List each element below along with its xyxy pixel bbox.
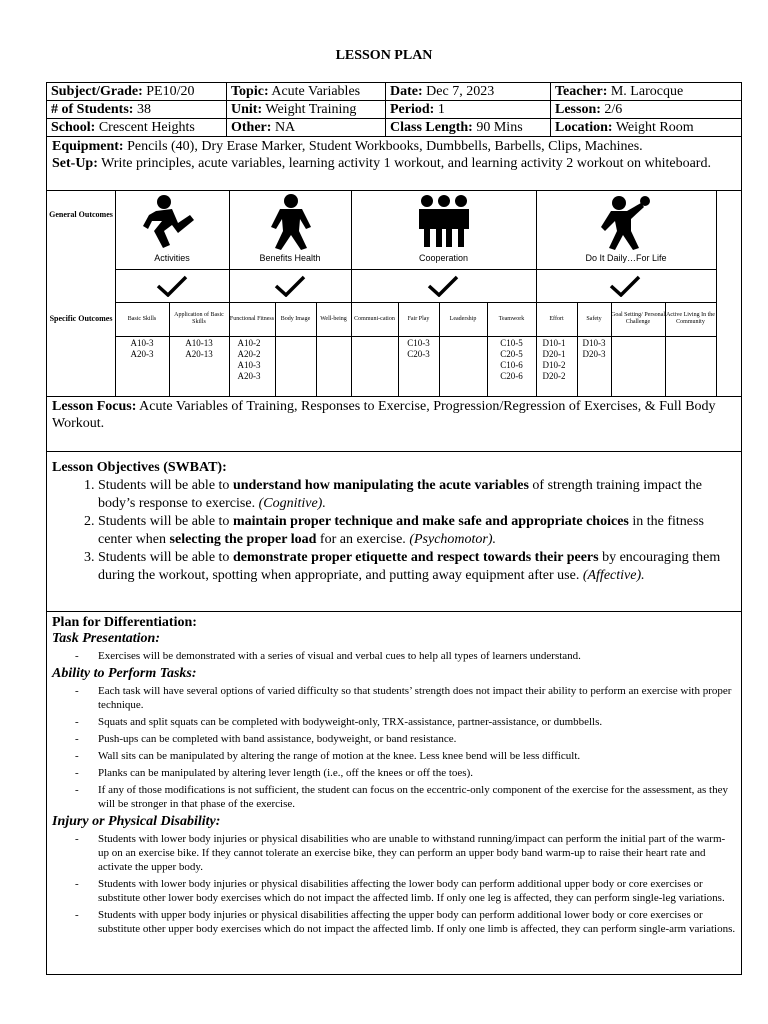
checkmark-icon (609, 275, 641, 297)
sub-header: Basic Skills (127, 315, 157, 322)
list-item: - Exercises will be demonstrated with a series of visual and verbal cues to help all types of learners understand. (75, 650, 581, 662)
general-outcomes-label: General Outcomes (49, 210, 113, 219)
outcome-codes: A10-3 A20-3 (130, 338, 154, 359)
lesson-focus-section (46, 397, 742, 452)
objective-text: Students will be able to (98, 514, 233, 529)
list-item-text: If any of those modifications is not sufficient, the student can focus on the eccentric-only component of the exercise for the assessment, as they will be stronger in that phase of the exercise. (98, 784, 728, 810)
outcomes-grid (46, 191, 742, 397)
grid-line (351, 191, 352, 397)
objective-text: in the fitness center when (98, 514, 704, 547)
objective-text: for an exercise. (316, 532, 410, 547)
category-cooperation: Cooperation (418, 253, 469, 263)
objective-text: Students will be able to (98, 550, 233, 565)
benefits-health-figure-icon (263, 193, 319, 251)
unit-value: Weight Training (265, 102, 357, 117)
teacher-value: M. Larocque (610, 84, 684, 99)
list-item: - Students with lower body injuries or physical disabilities affecting the lower body can perform additional upper body or core exercises or substitute other lower body exercises which do not impact the affected limb. If only one leg is affected, they can perform single-leg variations. (75, 878, 725, 904)
equipment-text: Pencils (40), Dry Erase Marker, Student Workbooks, Dumbbells, Barbells, Clips, Machines. (127, 139, 643, 154)
task-presentation-heading: Task Presentation: (52, 631, 160, 646)
list-item: - Each task will have several options of varied difficulty so that students’ strength does not impact their ability to perform an exercise with proper technique. (75, 685, 732, 711)
do-it-daily-figure-icon (595, 193, 655, 251)
topic-label: Topic: (231, 84, 269, 99)
objective-text: of strength training impact the body’s response to exercise. (98, 478, 702, 511)
specific-outcomes-label: Specific Outcomes (49, 314, 113, 323)
sub-header: Effort (549, 315, 564, 322)
outcome-codes: A10-13 A20-13 (185, 338, 213, 359)
category-do-it-daily: Do It Daily…For Life (585, 253, 667, 263)
outcome-codes: D10-3 D20-3 (582, 338, 606, 359)
unit-label: Unit: (231, 102, 263, 117)
period-label: Period: (390, 102, 435, 117)
other-value: NA (274, 120, 296, 135)
setup-text: Write principles, acute variables, learning activity 1 workout, and learning activity 2 workout on whiteboard. (101, 156, 711, 171)
location-value: Weight Room (615, 120, 694, 135)
students-value: 38 (136, 102, 151, 117)
lesson-label: Lesson: (555, 102, 601, 117)
outcome-codes: C10-5 C20-5 C10-6 C20-6 (500, 338, 523, 381)
page-title: LESSON PLAN (335, 48, 433, 63)
task-presentation-list (52, 649, 736, 663)
list-item-text: Squats and split squats can be completed with bodyweight-only, TRX-assistance, partner-assistance, or dumbbells. (98, 716, 603, 728)
sub-header: Communi-cation (354, 315, 395, 322)
focus-text: Acute Variables of Training, Responses to Exercise, Progression/Regression of Exercises, & Full Body Workout. (52, 399, 716, 431)
objective-item (98, 513, 736, 549)
objective-item (98, 477, 736, 513)
sub-header: Safety (586, 315, 602, 322)
checkmark-icon (156, 275, 188, 297)
sub-header: Active Living In the Community (666, 312, 715, 325)
sub-header: Leadership (449, 315, 477, 322)
other-label: Other: (231, 120, 272, 135)
objective-emphasis: selecting the proper load (169, 532, 317, 547)
checkmark-icon (274, 275, 306, 297)
objectives-label: Lesson Objectives (SWBAT): (52, 460, 227, 475)
injury-list (52, 832, 736, 936)
ability-list (52, 684, 736, 811)
equipment-label: Equipment: (52, 139, 124, 154)
grid-line (115, 191, 116, 397)
list-item: - Students with upper body injuries or physical disabilities affecting the upper body can perform additional lower body or core exercises or substitute other upper body exercises which do not impact the affected limb. If only one limb is affected, they can perform single-arm variations. (75, 909, 736, 935)
outcome-codes: D10-1 D20-1 D10-2 D20-2 (542, 338, 566, 381)
grid-line (115, 336, 716, 337)
subject-value: PE10/20 (146, 84, 195, 99)
list-item: - Planks can be manipulated by altering lever length (i.e., off the knees or off the toes). (75, 767, 474, 779)
list-item: - Wall sits can be manipulated by altering the range of motion at the knee. Less knee bend will be less difficult. (75, 750, 581, 762)
objective-text: Students will be able to (98, 478, 233, 493)
sub-header: Fair Play (407, 315, 430, 322)
objective-emphasis: understand how manipulating the acute variables (232, 478, 529, 493)
sub-header: Goal Setting/ Personal Challenge (611, 312, 665, 325)
objective-text: by encouraging them during the workout, spotting when appropriate, and putting away equipment after use. (98, 550, 721, 583)
list-item-text: Each task will have several options of varied difficulty so that students’ strength does not impact their ability to perform an exercise with proper technique. (98, 685, 732, 711)
length-label: Class Length: (390, 120, 473, 135)
objective-emphasis: demonstrate proper etiquette and respect towards their peers (232, 550, 599, 565)
lesson-value: 2/6 (604, 102, 623, 117)
sub-header: Well-being (320, 315, 347, 322)
focus-label: Lesson Focus: (52, 399, 137, 414)
students-label: # of Students: (51, 102, 134, 117)
teacher-label: Teacher: (555, 84, 608, 99)
length-value: 90 Mins (476, 120, 523, 135)
equipment-section (46, 137, 742, 191)
topic-value: Acute Variables (271, 84, 361, 99)
objective-domain: (Cognitive). (258, 496, 326, 511)
list-item: - Students with lower body injuries or physical disabilities who are unable to withstand running/impact can perform the initial part of the warm-up on an exercise bike. If they cannot tolerate an exercise bike, they can perform an upper body band warm-up to raise their heart rate and activate the upper body. (75, 833, 726, 873)
activities-figure-icon (142, 193, 202, 251)
checkmark-icon (427, 275, 459, 297)
differentiation-label: Plan for Differentiation: (52, 615, 197, 630)
list-item-text: Students with upper body injuries or physical disabilities affecting the upper body can perform additional lower body or core exercises or substitute other upper body exercises which do not impact the affected limb. If only one limb is affected, they can perform single-arm variations. (98, 909, 736, 935)
sub-header: Body Image (280, 315, 311, 322)
grid-line (716, 191, 717, 397)
sub-header: Teamwork (498, 315, 525, 322)
list-item-text: Students with lower body injuries or physical disabilities who are unable to withstand running/impact can perform the initial part of the warm-up on an exercise bike. If they cannot tolerate an exercise bike, they can perform an upper body band warm-up to raise their heart rate and activate the upper body. (98, 833, 726, 873)
outcome-codes: A10-2 A20-2 A10-3 A20-3 (237, 338, 261, 381)
objective-domain: (Affective). (582, 568, 645, 583)
sub-header: Application of Basic Skills (174, 312, 224, 325)
list-item-text: Exercises will be demonstrated with a series of visual and verbal cues to help all types of learners understand. (98, 650, 581, 662)
lesson-objectives-section (46, 452, 742, 612)
list-item: - Push-ups can be completed with band assistance, bodyweight, or band resistance. (75, 733, 457, 745)
school-label: School: (51, 120, 96, 135)
objective-domain: (Psychomotor). (409, 532, 497, 547)
category-benefits-health: Benefits Health (259, 253, 321, 263)
injury-heading: Injury or Physical Disability: (52, 814, 221, 829)
list-item: - If any of those modifications is not sufficient, the student can focus on the eccentric-only component of the exercise for the assessment, as they will be stronger in that phase of the exercise. (75, 784, 728, 810)
objectives-list (52, 477, 736, 585)
ability-heading: Ability to Perform Tasks: (52, 666, 197, 681)
subject-label: Subject/Grade: (51, 84, 143, 99)
sub-header: Functional Fitness (229, 315, 275, 322)
location-label: Location: (555, 120, 613, 135)
category-activities: Activities (154, 253, 190, 263)
list-item: - Squats and split squats can be completed with bodyweight-only, TRX-assistance, partner-assistance, or dumbbells. (75, 716, 603, 728)
list-item-text: Wall sits can be manipulated by altering the range of motion at the knee. Less knee bend will be less difficult. (98, 750, 581, 762)
date-value: Dec 7, 2023 (426, 84, 495, 99)
period-value: 1 (437, 102, 445, 117)
list-item-text: Planks can be manipulated by altering lever length (i.e., off the knees or off the toes). (98, 767, 474, 779)
cooperation-figures-icon (414, 193, 474, 251)
outcome-codes: C10-3 C20-3 (407, 338, 430, 359)
date-label: Date: (390, 84, 423, 99)
school-value: Crescent Heights (98, 120, 195, 135)
list-item-text: Push-ups can be completed with band assistance, bodyweight, or band resistance. (98, 733, 457, 745)
grid-line (115, 269, 716, 270)
setup-label: Set-Up: (52, 156, 98, 171)
objective-item (98, 549, 736, 585)
header-table (46, 82, 742, 137)
differentiation-section (46, 612, 742, 975)
list-item-text: Students with lower body injuries or physical disabilities affecting the lower body can perform additional upper body or core exercises or substitute other lower body exercises which do not impact the affected limb. If only one leg is affected, they can perform single-leg variations. (98, 878, 725, 904)
objective-emphasis: maintain proper technique and make safe and appropriate choices (232, 514, 629, 529)
